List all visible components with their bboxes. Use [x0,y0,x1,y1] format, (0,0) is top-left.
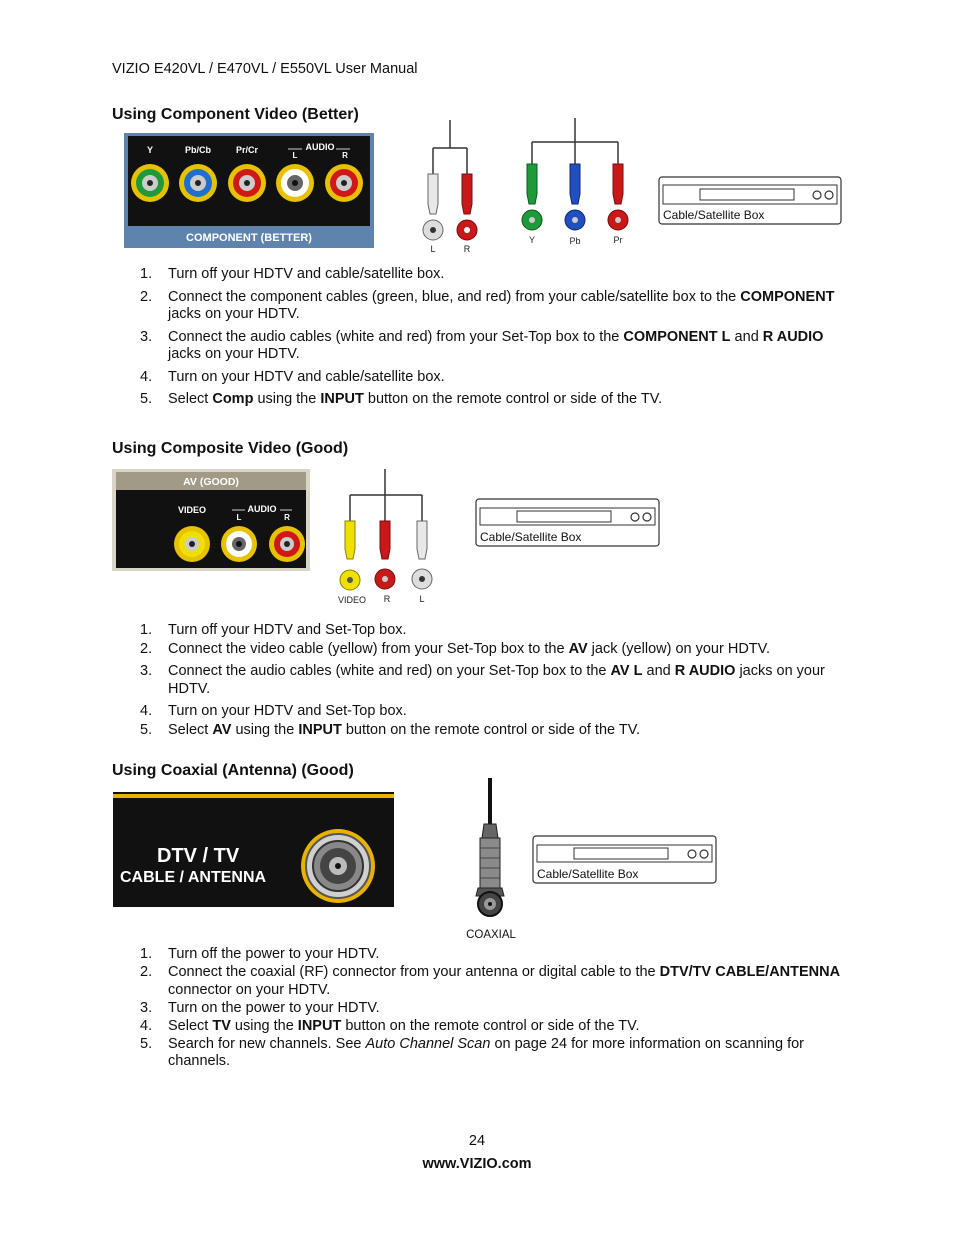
component-video-cable-label-pb: Pb [569,236,581,246]
composite-box-label: Cable/Satellite Box [480,530,582,544]
component-video-cables-illustration [515,118,635,250]
jack-yellow-video [174,526,210,562]
coaxial-cable-label: COAXIAL [466,929,516,941]
component-video-cable-label-y: Y [528,235,536,245]
composite-cable-label-video: VIDEO [337,595,367,605]
composite-cable-box-illustration [475,498,661,548]
coaxial-cable-box-illustration [532,835,718,885]
list-item: 2. Connect the component cables (green, blue, and red) from your cable/satellite box to the COMPONENT jacks on your HDTV. [140,288,835,322]
composite-label-l: L [236,513,242,522]
document-header: VIZIO E420VL / E470VL / E550VL User Manual [112,61,418,77]
list-item: 4. Turn on your HDTV and Set-Top box. [140,703,407,719]
component-audio-cables-illustration [415,118,485,256]
coaxial-cable-illustration [460,778,522,943]
list-item: 1. Turn off your HDTV and Set-Top box. [140,622,407,638]
component-label-pr: Pr/Cr [235,145,259,155]
list-item: 2. Connect the video cable (yellow) from your Set-Top box to the AV jack (yellow) on your HDTV. [140,640,771,657]
jack-white-l [221,526,257,562]
list-item: 5. Select AV using the INPUT button on the remote control or side of the TV. [140,721,641,738]
component-label-l: L [292,151,298,160]
component-panel-caption: COMPONENT (BETTER) [186,232,312,244]
composite-cable-label-l: L [419,594,425,604]
jack-red-r [269,526,305,562]
list-item: 5. Select Comp using the INPUT button on the remote control or side of the TV. [140,391,663,407]
jack-red-r [325,164,363,202]
coaxial-panel-illustration [113,792,394,907]
component-panel-illustration [124,133,374,248]
jack-blue-pb [179,164,217,202]
composite-label-audio: AUDIO [247,504,277,514]
composite-cables-illustration [330,469,442,607]
component-label-audio: AUDIO [305,142,335,152]
section-heading-component: Using Component Video (Better) [112,106,359,123]
component-audio-cable-label-l: L [430,244,436,254]
composite-label-r: R [284,513,290,522]
page-number: 24 [468,1133,486,1149]
component-label-r: R [342,151,348,160]
list-item: 5. Search for new channels. See Auto Channel Scan on page 24 for more information on scanning for channels. [140,1035,804,1069]
composite-label-video: VIDEO [177,505,207,515]
list-item: 1. Turn off your HDTV and cable/satellite box. [140,266,445,282]
component-cable-box-illustration [658,176,843,226]
list-item: 3. Connect the audio cables (white and red) on your Set-Top box to the AV L and R AUDIO jacks on your HDTV. [140,663,825,697]
coaxial-jack [301,829,375,903]
component-box-label: Cable/Satellite Box [663,208,765,222]
component-steps-list [112,266,842,414]
jack-red-pr [228,164,266,202]
list-item: 3. Turn on the power to your HDTV. [140,999,380,1016]
composite-cable-label-r: R [383,594,391,604]
section-heading-composite: Using Composite Video (Good) [112,440,349,457]
list-item: 1. Turn off the power to your HDTV. [140,946,380,962]
list-item: 4. Select TV using the INPUT button on the remote control or side of the TV. [140,1017,640,1034]
jack-white-l [276,164,314,202]
composite-panel-caption: AV (GOOD) [183,476,239,488]
component-label-pb: Pb/Cb [185,145,211,155]
list-item: 3. Connect the audio cables (white and red) from your Set-Top box to the COMPONENT L and R AUDIO jacks on your HDTV. [140,328,824,362]
coaxial-box-label: Cable/Satellite Box [537,867,639,881]
component-audio-cable-label-r: R [463,244,471,254]
section-heading-coaxial: Using Coaxial (Antenna) (Good) [112,762,354,779]
list-item: 4. Turn on your HDTV and cable/satellite box. [140,368,445,385]
coaxial-steps-list [112,946,842,1071]
composite-steps-list [112,622,842,740]
component-label-y: Y [146,145,154,155]
component-video-cable-label-pr: Pr [613,235,623,245]
coaxial-panel-line2: CABLE / ANTENNA [120,869,267,886]
footer-website-link[interactable]: www.VIZIO.com [422,1156,532,1172]
composite-panel-illustration [112,469,310,571]
jack-green-y [131,164,169,202]
coaxial-panel-line1: DTV / TV [157,845,240,867]
list-item: 2. Connect the coaxial (RF) connector from your antenna or digital cable to the DTV/TV CABLE/ANTENNA connector on your HDTV. [140,964,841,998]
